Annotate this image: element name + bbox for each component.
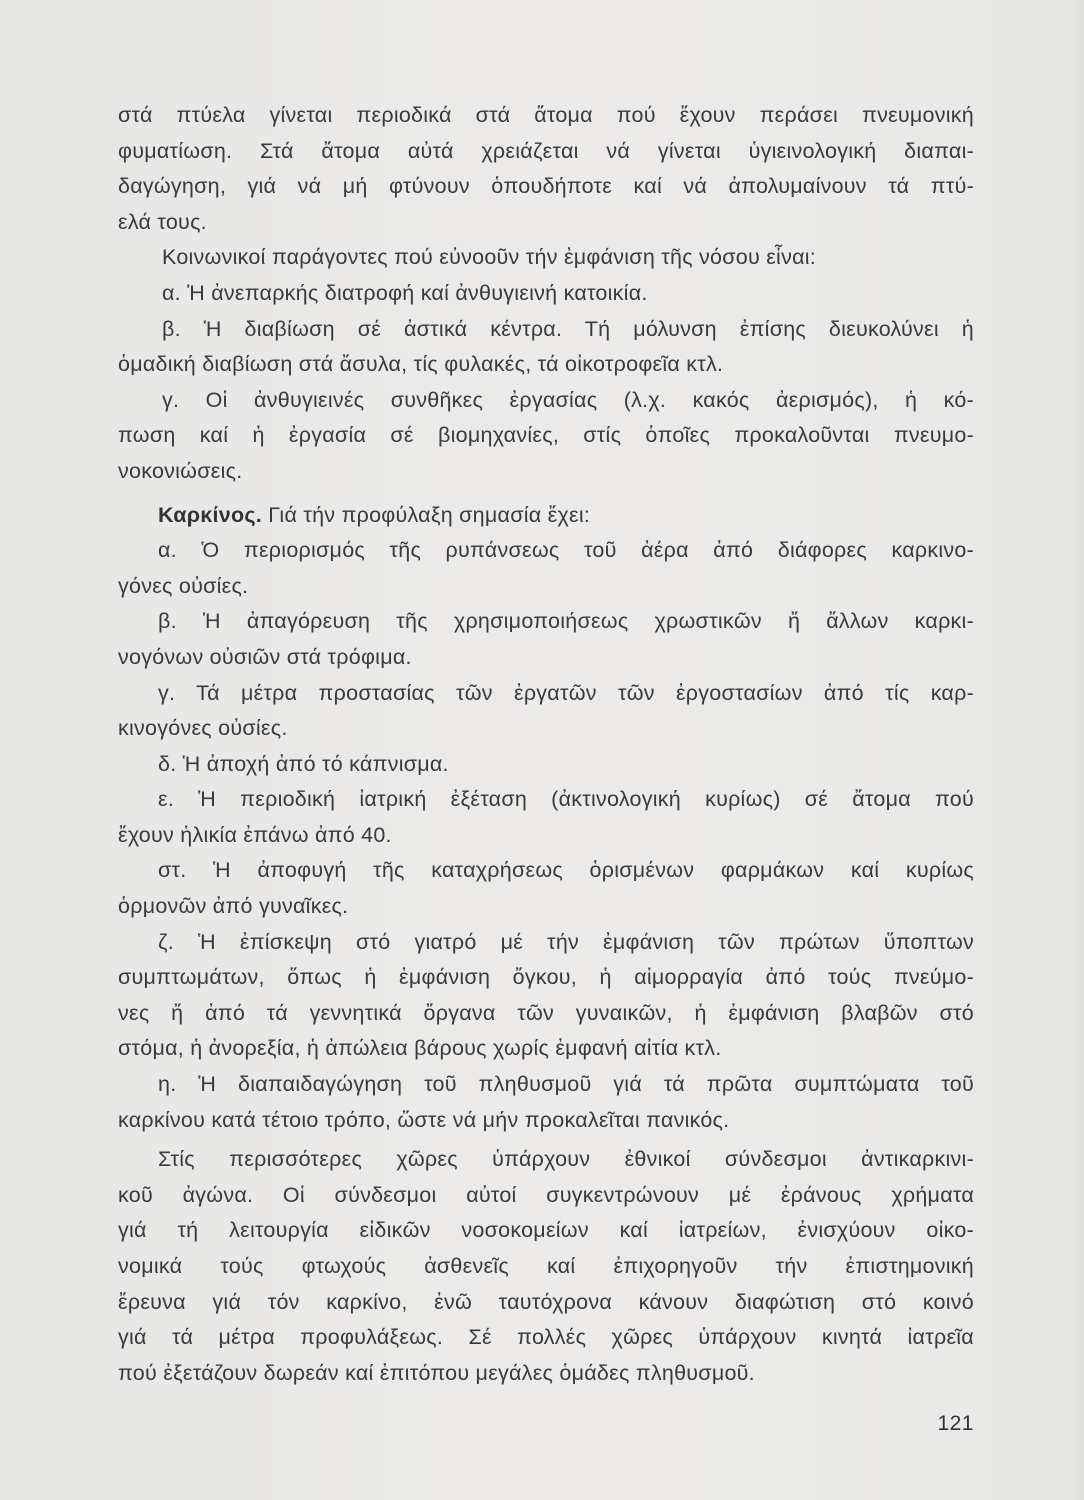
text-line: ὁρμονῶν ἀπό γυναῖκες.: [118, 894, 349, 919]
text-line: συμπτωμάτων, ὅπως ἡ ἐμφάνιση ὄγκου, ἡ αἱμορραγία ἀπό τούς πνεύμο-: [118, 965, 974, 990]
text-line: ελά τους.: [118, 209, 207, 234]
text-line: κινογόνες οὐσίες.: [118, 716, 288, 741]
text-line: η. Ἡ διαπαιδαγώγηση τοῦ πληθυσμοῦ γιά τά πρῶτα συμπτώματα τοῦ: [158, 1072, 974, 1097]
text-line: α. Ὁ περιορισμός τῆς ρυπάνσεως τοῦ ἀέρα ἀπό διάφορες καρκινο-: [158, 538, 974, 563]
text-line: στ. Ἡ ἀποφυγή τῆς καταχρήσεως ὁρισμένων φαρμάκων καί κυρίως: [158, 858, 974, 883]
text-line: ἔρευνα γιά τόν καρκίνο, ἐνῶ ταυτόχρονα κάνουν διαφώτιση στό κοινό: [118, 1289, 974, 1314]
text-line: δαγώγηση, γιά νά μή φτύνουν ὁπουδήποτε καί νά ἀπολυμαίνουν τά πτύ-: [118, 174, 974, 199]
text-line: φυματίωση. Στά ἄτομα αὐτά χρειάζεται νά γίνεται ὑγιεινολογική διαπαι-: [118, 138, 974, 163]
page-edge-shadow: [1070, 0, 1084, 1500]
text-line: ἔχουν ἡλικία ἐπάνω ἀπό 40.: [118, 822, 392, 847]
text-line: στόμα, ἡ ἀνορεξία, ἡ ἀπώλεια βάρους χωρίς ἐμφανή αἰτία κτλ.: [118, 1036, 722, 1061]
text-line: Κοινωνικοί παράγοντες πού εὐνοοῦν τήν ἐμφάνιση τῆς νόσου εἶναι:: [162, 245, 816, 270]
text-line: γ. Οἱ ἀνθυγιεινές συνθῆκες ἐργασίας (λ.χ. κακός ἀερισμός), ἡ κό-: [162, 387, 974, 412]
text-line: νες ἤ ἀπό τά γεννητικά ὄργανα τῶν γυναικῶν, ἡ ἐμφάνιση βλαβῶν στό: [118, 1000, 974, 1025]
page-number: 121: [937, 1412, 974, 1435]
text-line: πωση καί ἡ ἐργασία σέ βιομηχανίες, στίς ὁποῖες προκαλοῦνται πνευμο-: [118, 423, 974, 448]
text-line: α. Ἡ ἀνεπαρκής διατροφή καί ἀνθυγιεινή κατοικία.: [162, 280, 648, 305]
text-line: νομικά τούς φτωχούς ἀσθενεῖς καί ἐπιχορηγοῦν τήν ἐπιστημονική: [118, 1254, 974, 1278]
text-line: καρκίνου κατά τέτοιο τρόπο, ὥστε νά μήν προκαλεῖται πανικός.: [118, 1107, 730, 1132]
text-line: στά πτύελα γίνεται περιοδικά στά ἄτομα πού ἔχουν περάσει πνευμονική: [118, 103, 974, 127]
text-line: δ. Ἡ ἀποχή ἀπό τό κάπνισμα.: [158, 751, 449, 776]
section-heading-cancer: Καρκίνος.: [158, 502, 263, 527]
text-line: κοῦ ἀγώνα. Οἱ σύνδεσμοι αὐτοί συγκεντρώνουν μέ ἐράνους χρήματα: [118, 1182, 974, 1207]
text-line: νογόνων οὐσιῶν στά τρόφιμα.: [118, 644, 412, 669]
section-heading-line: [118, 498, 974, 534]
text-line: ε. Ἡ περιοδική ἰατρική ἐξέταση (ἀκτινολογική κυρίως) σέ ἄτομα πού: [158, 787, 974, 812]
text-line: β. Ἡ ἀπαγόρευση τῆς χρησιμοποιήσεως χρωστικῶν ἤ ἄλλων καρκι-: [158, 609, 974, 634]
text-line: Γιά τήν προφύλαξη σημασία ἔχει:: [268, 502, 591, 527]
body-text: [118, 98, 974, 1391]
text-line: γόνες οὐσίες.: [118, 573, 249, 598]
text-line: νοκονιώσεις.: [118, 458, 243, 483]
text-line: γιά τή λειτουργία εἰδικῶν νοσοκομείων καί ἰατρείων, ἐνισχύουν οἰκο-: [118, 1218, 974, 1243]
text-line: γιά τά μέτρα προφυλάξεως. Σέ πολλές χῶρες ὑπάρχουν κινητά ἰατρεῖα: [118, 1325, 974, 1350]
text-line: ζ. Ἡ ἐπίσκεψη στό γιατρό μέ τήν ἐμφάνιση τῶν πρώτων ὕποπτων: [158, 929, 974, 954]
text-line: β. Ἡ διαβίωση σέ ἀστικά κέντρα. Τή μόλυνση ἐπίσης διευκολύνει ἡ: [162, 316, 974, 341]
text-line: ὁμαδική διαβίωση στά ἄσυλα, τίς φυλακές, τά οἰκοτροφεῖα κτλ.: [118, 352, 724, 377]
text-line: γ. Τά μέτρα προστασίας τῶν ἐργατῶν τῶν ἐργοστασίων ἀπό τίς καρ-: [158, 680, 974, 705]
text-line: πού ἐξετάζουν δωρεάν καί ἐπιτόπου μεγάλες ὁμάδες πληθυσμοῦ.: [118, 1360, 755, 1385]
text-line: Στίς περισσότερες χῶρες ὑπάρχουν ἐθνικοί σύνδεσμοι ἀντικαρκινι-: [158, 1147, 974, 1172]
